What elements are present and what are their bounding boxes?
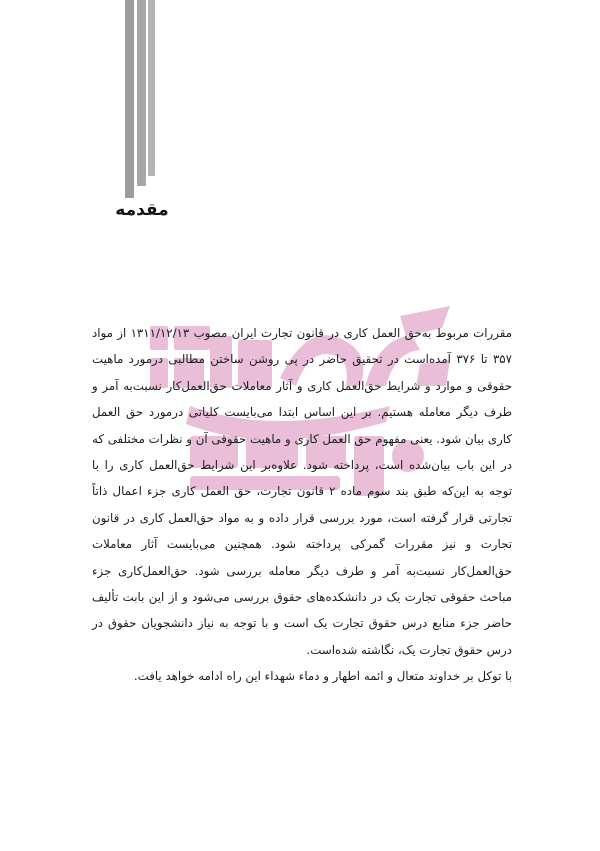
decorative-bar <box>137 0 146 186</box>
closing-paragraph: با توکل بر خداوند متعال و ائمه اطهار و دماء شهداء این راه ادامه خواهد یافت. <box>133 669 512 684</box>
body-text <box>92 320 512 690</box>
decorative-bar <box>125 0 134 198</box>
page-heading: مقدمه <box>115 200 169 220</box>
decorative-bars <box>124 0 154 198</box>
intro-paragraph: مقررات مربوط به‌حق العمل کاری در قانون تجارت ایران مصوب ۱۳۱۱/۱۲/۱۳ از مواد ۳۵۷ تا ۳۷۶ آمده‌است در تحقیق حاضر در پی روشن ساختن مطالبی درمورد ماهیت حقوقی و موارد و شرایط حق‌العمل کاری و آثار معاملات حق‌العمل‌کار نسبت‌به آمر و طرف دیگر معامله هستیم. بر این اساس ابتدا می‌بایست کلیاتی درمورد حق العمل کاری بیان شود. یعنی مفهوم حق العمل کاری و ماهیت حقوقی آن و نظرات مختلفی که در این باب بیان‌شده است، پرداخته شود. علاوه‌بر این شرایط حق‌العمل کاری را با توجه به این‌که طبق بند سوم ماده ۲ قانون تجارت، حق العمل کاری جزء اعمال ذاتاً تجارتی قرار گرفته است، مورد بررسی قرار داده و به مواد حق‌العمل کاری در قانون تجارت و نیز مقررات گمرکی پرداخته شود. همچنین می‌بایست آثار معاملات حق‌العمل‌کار نسبت‌به آمر و طرف دیگر معامله بررسی شود. حق‌العمل‌کاری جزء مباحث حقوقی تجارت یک در دانشکده‌های حقوق بررسی می‌شود و از این بابت تألیف حاضر جزء منابع درس حقوق تجارت یک است و با توجه به نیاز دانشجویان حقوق در درس حقوق تجارت یک، نگاشته شده‌است. <box>92 326 513 657</box>
decorative-bar <box>148 0 155 176</box>
